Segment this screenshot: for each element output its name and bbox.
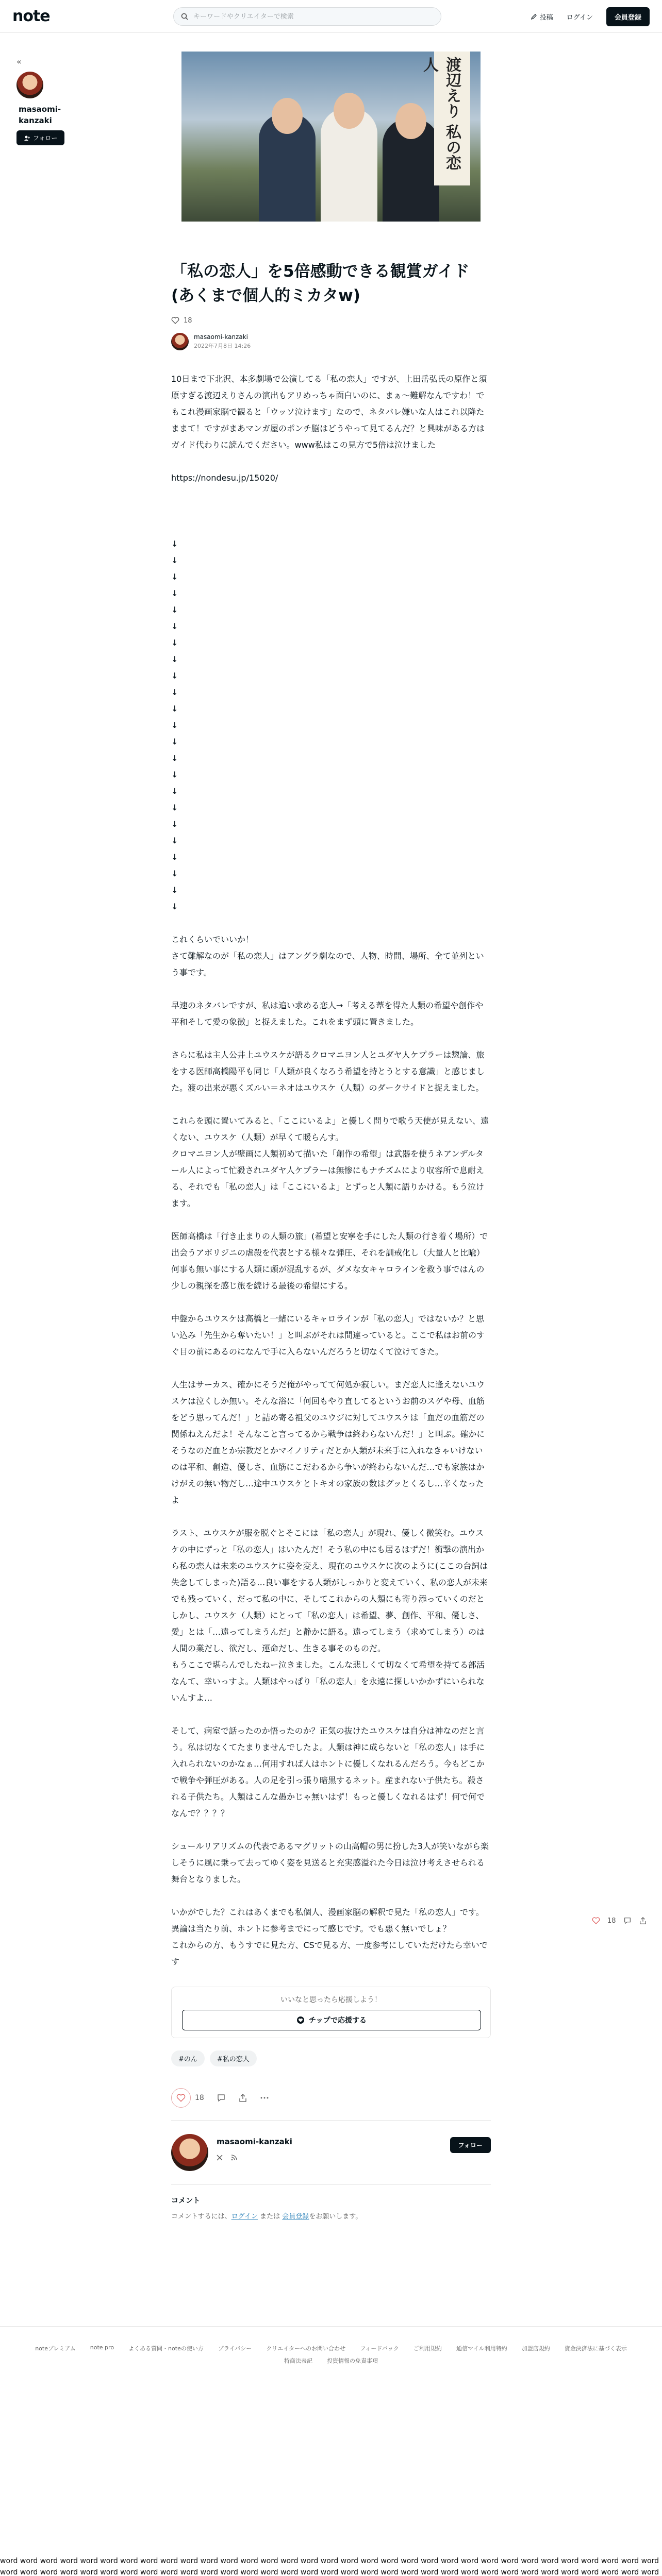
search-box[interactable] [173,7,441,26]
arrow: ↓ [171,654,178,664]
arrow: ↓ [171,588,178,598]
arrow: ↓ [171,638,178,648]
comment-note-text: コメントするには、 [171,2213,231,2221]
divider [171,2120,491,2121]
signup-button[interactable]: 会員登録 [606,7,650,26]
paragraph: これくらいでいいか！ さて難解なのが「私の恋人」はアングラ劇なので、人物、時間、場所、全て並列という事です。 [171,935,484,977]
tip-icon [296,2016,305,2024]
arrow: ↓ [171,572,178,582]
footer-link[interactable]: クリエイターへのお問い合わせ [266,2345,346,2352]
performer-face [272,98,303,134]
arrow: ↓ [171,885,178,895]
search-icon [181,13,188,20]
author-card [171,2134,491,2171]
arrow: ↓ [171,605,178,615]
eyecatch-image [181,52,481,222]
byline [171,333,491,350]
arrow: ↓ [171,704,178,714]
paragraph: シュールリアリズムの代表であるマグリットの山高帽の男に扮した3人が笑いながら楽しそうに風に乗って去ってゆく姿を見送ると充実感溢れた今日は泣け考えさせられる舞台となりました。 [171,1841,489,1884]
footer-link[interactable]: noteプレミアム [35,2345,76,2352]
paragraph: 中盤からユウスケは高橋と一緒にいるキャロラインが「私の恋人」ではないか？と思い込み「先生から奪いたい！」と叫ぶがそれは間違っていると。ここで私はお前のすぐ目の前にあるのになんで手に入らないんだろうと切なくて泣けてきた。 [171,1314,485,1357]
comment-icon[interactable] [217,2093,226,2103]
site-footer [0,2326,662,2365]
comment-note [171,2211,491,2221]
note-logo[interactable]: note [12,7,50,25]
rss-icon[interactable] [231,2155,237,2161]
arrow: ↓ [171,621,178,631]
publish-date: 2022年7月8日 14:26 [194,343,251,349]
footer-links [16,2344,646,2365]
article-title: 「私の恋人」を5倍感動できる観賞ガイド(あくまで個人的ミカタw) [171,262,470,305]
post-label: 投稿 [539,14,553,22]
float-share-icon[interactable] [639,1917,647,1925]
footer-link[interactable]: よくある質問・noteの使い方 [128,2345,204,2352]
sidebar-author [16,57,89,145]
like-count: 18 [184,316,192,325]
arrow: ↓ [171,902,178,911]
comment-signup-link[interactable]: 会員登録 [282,2213,309,2221]
footer-link[interactable]: 通信マイル利用特約 [456,2345,507,2352]
arrow: ↓ [171,753,178,763]
paragraph: ラスト、ユウスケが服を脱ぐとそこには「私の恋人」が現れ、優しく微笑む。ユウスケの中にずっと「私の恋人」はいたんだ！そう私の中にも居るはずだ！衝撃の演出から私の恋人は未来のユウスケに姿を変え、現在のユウスケに次のように(ここの台詞は失念してしまった)語る…良い事をする人類がしっかりと変えていく、私の恋人が未来でも残っていく、だって私の中に、そしてこれからの人類にも寄り添っていくのだと しかし、ユウスケ（人類）にとって「私の恋人」は希望、夢、創作、平和、優しさ、愛」とは「…遠ってしまうんだ」と静かに語る。遠ってしまう（求めてしまう）のは人間の業だし、欲だし、運命だし、生きる事そのものだ。 もうここで堪らんでしたねー泣きました。こんな悲しくて切なくて希望を持てる部活なんて、幸いっすよ。人類はやっぱり「私の恋人」を永遠に探しいかかずにいられないんすよ… [171,1528,488,1703]
x-icon[interactable] [217,2155,223,2161]
footer-link[interactable]: フィードバック [360,2345,399,2352]
arrow: ↓ [171,803,178,812]
footer-link[interactable]: 資金決済法に基づく表示 [564,2345,627,2352]
poster-sign: 渡辺えり 私の恋人 [434,52,470,185]
arrow: ↓ [171,836,178,845]
arrow: ↓ [171,852,178,862]
footer-link[interactable]: ご利用規約 [413,2345,442,2352]
article-body [171,371,491,1970]
like-button[interactable] [171,2088,191,2108]
sidebar-follow-label: フォロー [33,134,58,142]
author-follow-button[interactable]: フォロー [450,2137,491,2153]
footer-link[interactable]: プライバシー [218,2345,252,2352]
tag[interactable]: #のん [171,2050,205,2066]
post-button[interactable] [531,12,553,22]
arrow: ↓ [171,819,178,829]
bottom-like-count: 18 [195,2094,204,2102]
tag-list [171,2050,491,2066]
tip-label: チップで応援する [309,2016,367,2025]
paragraph: 早速のネタバレですが、私は追い求める恋人→「考える葦を得た人類の希望や創作や平和そして愛の象徴」と捉えました。これをまず頭に置きました。 [171,1001,484,1027]
arrow: ↓ [171,720,178,730]
comment-login-link[interactable]: ログイン [231,2213,258,2221]
site-header [0,0,662,33]
arrow: ↓ [171,786,178,796]
sidebar-author-name[interactable]: masaomi-kanzaki [19,105,61,125]
footer-link[interactable]: 特商法表記 [284,2358,312,2364]
comment-note-text: または [260,2213,280,2221]
float-heart-icon[interactable] [592,1917,600,1925]
arrow: ↓ [171,687,178,697]
article-actions [171,2088,491,2108]
author-card-name[interactable]: masaomi-kanzaki [217,2137,292,2146]
performer-face [334,93,365,129]
paragraph: これらを頭に置いてみると、「ここにいるよ」と優しく問りで歌う天使が見えない、遠くない、ユウスケ（人類）が早くて暖らんす。 クロマニヨン人が壁画に人類初めて描いた「創作の希望」は武器を使うネアンデルタール人によって忙殺されユダヤ人ケプラーは無惨にもナチズムにより収容所で息耐える、それでも「私の恋人」は「ここにいるよ」とずっと人類に語りかける。もう泣けます。 [171,1116,489,1208]
article-link[interactable]: https://nondesu.jp/15020/ [171,473,278,483]
more-icon[interactable] [260,2093,269,2103]
paragraph: 10日まで下北沢、本多劇場で公演してる「私の恋人」ですが、上田岳弘氏の原作と須原すぎる渡辺えりさんの演出もアリめっちゃ面白いのに、まぁ〜難解なんですわ！でもこれ漫画家脳で観ると「ウッソ泣けます」なので、ネタバレ嫌いな人はこれ以降たままて！ですがまあマンガ屋のポンチ脳はどうやって見てるんだ？と興味がある方はガイド代わりに読んでください。www私はこの見方で5倍は泣けました [171,374,487,450]
word-filler: word word word word word word word word word word word word word word word word word word word word word word word word word word word word word word word word word word word word word word word word word word word word word word word word word word word word word word word word word word word word word word word word word word [0,2557,659,2576]
tag[interactable]: #私の恋人 [210,2050,257,2066]
performer-face [395,103,426,139]
arrow-list [171,536,491,915]
support-label: いいなと思ったら応援しよう！ [280,1996,382,2004]
footer-link[interactable]: 加盟店規約 [521,2345,550,2352]
comment-note-text: をお願いします。 [309,2213,362,2221]
search-input[interactable] [193,13,434,21]
avatar[interactable] [171,333,189,350]
login-button[interactable]: ログイン [566,14,593,22]
arrow: ↓ [171,770,178,779]
arrow: ↓ [171,869,178,878]
float-comment-icon[interactable] [623,1917,632,1925]
paragraph: 人生はサーカス、確かにそうだ俺がやってて何処か寂しい。まだ恋人に逢えないユウスケは泣くしか無い。そんな浴に「何回もやり直してるというお前のスゲや母、血筋をどう思ってんだ！」と詰め寄る祖父のユウジに対してユウスケは「血だの血筋だの関係ねえんだよ！そんなこと言ってるから戦争は終わらないんだ！」と叫ぶ。確かにそうなのだ血とか宗教だとかマイノリティだとか人類が未来手に入れなきゃいけないのは平和、創造、優しさ、血筋にこだわるから争いが終わらないんだ…でも家族はかけがえの無い物だし…途中ユウスケとトキオの家族の数はグッとくるし…辛くなったよ [171,1380,485,1505]
footer-link[interactable]: 投資情報の免責事項 [327,2358,378,2364]
sidebar-follow-button[interactable] [16,130,64,145]
byline-author-name[interactable]: masaomi-kanzaki [194,333,248,341]
paragraph: さらに私は主人公井上ユウスケが語るクロマニヨン人とユダヤ人ケプラーは惣論、旅をする医師高橋陽平も同じ「人類が良くなろう希望を持とうとする意識」と感じました。渡の出来が悪くズルい＝ネオはユウスケ（人類）のダークサイドと捉えました。 [171,1050,485,1093]
article [171,52,491,2221]
share-icon[interactable] [238,2093,247,2103]
arrow: ↓ [171,671,178,681]
float-like-count: 18 [607,1917,616,1925]
heart-icon [171,316,179,325]
avatar[interactable] [171,2134,208,2171]
collapse-icon[interactable]: « [16,57,22,66]
like-summary[interactable] [171,316,491,325]
footer-link[interactable]: note pro [90,2344,114,2351]
arrow: ↓ [171,539,178,549]
tip-button[interactable] [182,2010,481,2030]
floating-actions [592,1917,647,1925]
user-plus-icon [24,135,30,141]
arrow: ↓ [171,555,178,565]
paragraph: いかがでした？これはあくまでも私個人、漫画家脳の解釈で見た「私の恋人」です。異論は当たり前、ホントに参考までにって感じです。でも悪く無いでしょ？ これからの方、もうすでに見た方、CSで見る方、一度参考にしていただけたら幸いです [171,1907,488,1967]
paragraph: 医師高橋は「行き止まりの人類の旅」(希望と安寧を手にした人類の行き着く場所）で出会うアボリジニの虐殺を代表とする様々な弾圧、それを訓戒化し（大量人と比喩）何事も無い事にする人類に頭が混乱するが、ダメな女キャロラインを救う事ではんの少しの親探を感じ旅を続ける最後の希望にする。 [171,1231,488,1291]
support-box [171,1987,491,2038]
pen-icon [531,14,537,20]
paragraph: そして、病室で話ったのか悟ったのか？正気の抜けたユウスケは自分は神なのだと言う。私は切なくてたまりませんでしたよ。人類は神に成らないと「私の恋人」は手に入れられないのかなぁ…何用すれば人はホントに優しくなれるんだろう。今もどこかで戦争や弾圧がある。人の足を引っ張り暗黒するネット。産まれない子供たち。殺される子供たち。人類はこんな愚かじゃ無いはず！もっと優しくなれるはず！何で何でなんで？？？？ [171,1726,485,1818]
comment-heading: コメント [171,2184,491,2206]
arrow: ↓ [171,737,178,747]
avatar[interactable] [16,72,43,98]
